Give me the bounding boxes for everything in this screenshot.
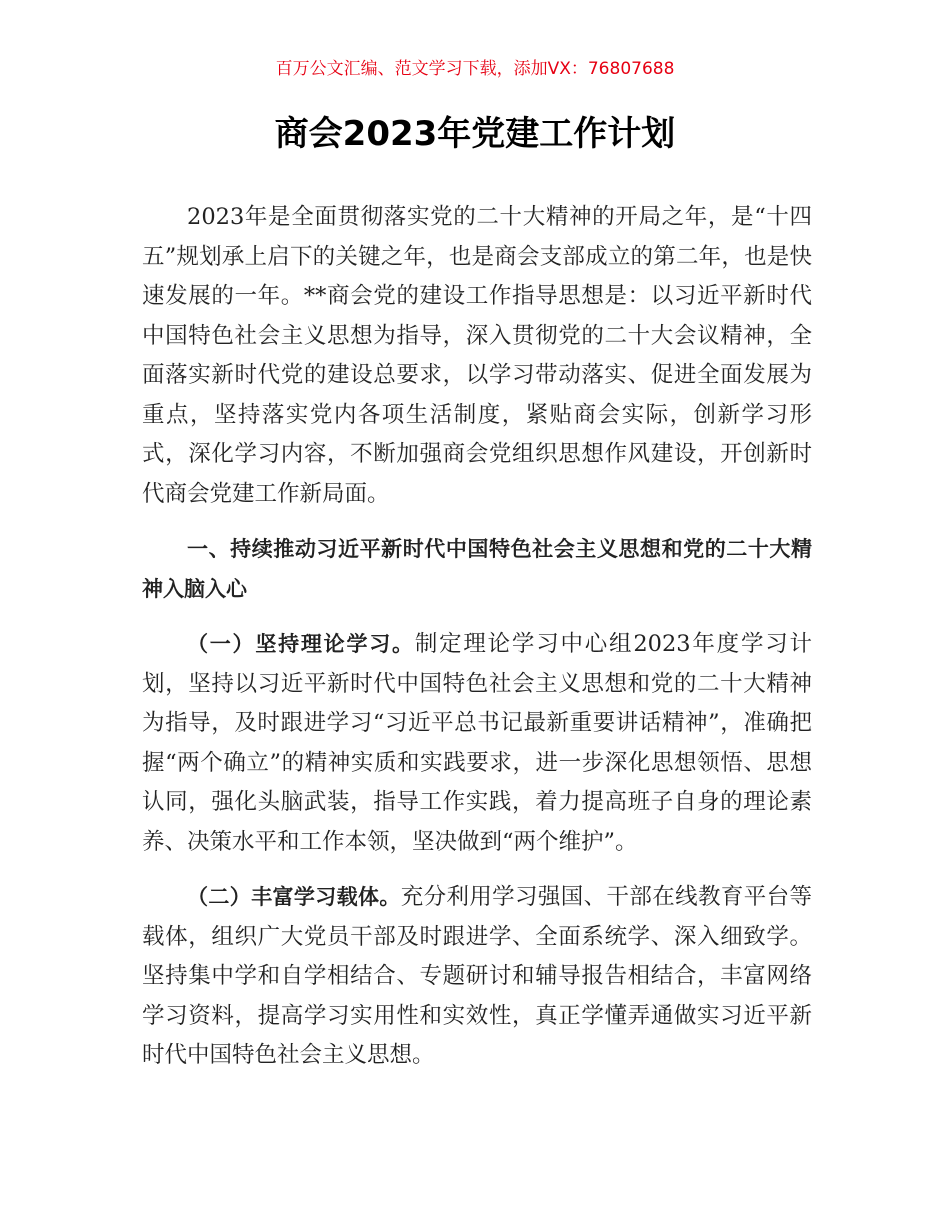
- item-lead-1: （一）坚持理论学习。: [187, 632, 415, 656]
- item-paragraph-2: [142, 878, 812, 1076]
- intro-paragraph: 2023年是全面贯彻落实党的二十大精神的开局之年，是“十四五”规划承上启下的关键之年，也是商会支部成立的第二年，也是快速发展的一年。**商会党的建设工作指导思想是：以习近平新时代中国特色社会主义思想为指导，深入贯彻党的二十大会议精神，全面落实新时代党的建设总要求，以学习带动落实、促进全面发展为重点，坚持落实党内各项生活制度，紧贴商会实际，创新学习形式，深化学习内容，不断加强商会党组织思想作风建设，开创新时代商会党建工作新局面。: [142, 204, 812, 507]
- page-title: 商会2023年党建工作计划: [274, 114, 676, 154]
- item-lead-2: （二）丰富学习载体。: [187, 885, 401, 909]
- section-heading-1: 一、持续推动习近平新时代中国特色社会主义思想和党的二十大精神入脑入心: [142, 537, 812, 601]
- item-text-2: 充分利用学习强国、干部在线教育平台等载体，组织广大党员干部及时跟进学、全面系统学、深入细致学。坚持集中学和自学相结合、专题研讨和辅导报告相结合，丰富网络学习资料，提高学习实用性和实效性，真正学懂弄通做实习近平新时代中国特色社会主义思想。: [142, 884, 812, 1068]
- header-banner: 百万公文汇编、范文学习下载，添加VX：76807688: [275, 59, 675, 79]
- document-body: [142, 198, 812, 1076]
- item-text-1: 制定理论学习中心组2023年度学习计划，坚持以习近平新时代中国特色社会主义思想和党的二十大精神为指导，及时跟进学习“习近平总书记最新重要讲话精神”，准确把握“两个确立”的精神实质和实践要求，进一步深化思想领悟、思想认同，强化头脑武装，指导工作实践，着力提高班子自身的理论素养、决策水平和工作本领，坚决做到“两个维护”。: [142, 631, 813, 855]
- item-paragraph-1: [142, 625, 812, 862]
